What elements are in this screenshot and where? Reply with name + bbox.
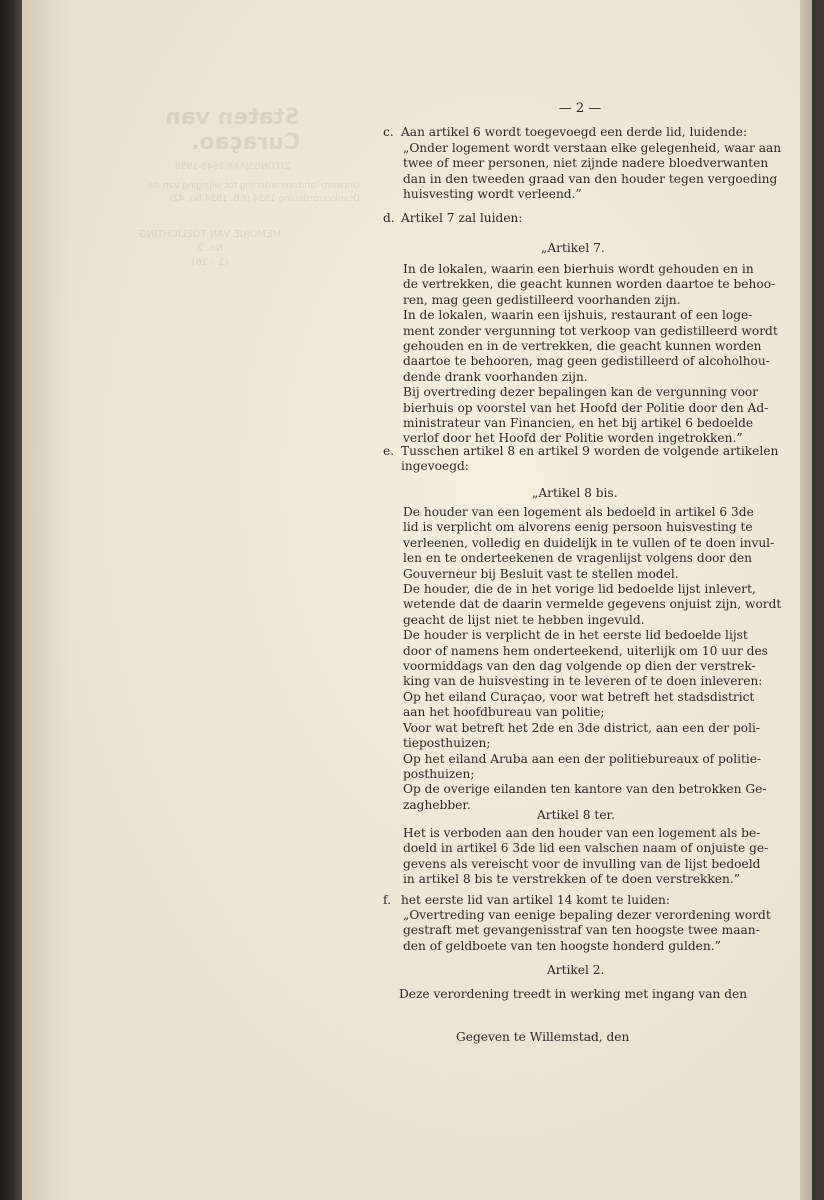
artikel-8ter-body <box>403 826 769 888</box>
text-line: ingevoegd: <box>401 459 469 474</box>
artikel-7-body <box>403 262 778 447</box>
text-line: Voor wat betreft het 2de en 3de district, aan een der poli- <box>403 720 761 735</box>
text-line: verlof door het Hoofd der Politie worden ingetrokken.” <box>403 431 743 446</box>
item-c-intro: Aan artikel 6 wordt toegevoegd een derde lid, luidende: <box>401 125 748 139</box>
text-line: Tusschen artikel 8 en artikel 9 worden de volgende artikelen <box>401 444 779 458</box>
text-line: gevens als vereischt voor de invulling van de lijst bedoeld <box>403 856 761 871</box>
artikel-7-heading: „Artikel 7. <box>541 241 605 255</box>
text-line: daartoe te behooren, mag geen gedistilleerd of alcoholhou- <box>403 354 770 369</box>
item-f-marker: f. <box>383 893 391 907</box>
artikel-8bis-body <box>403 505 782 813</box>
page-number: — 2 — <box>558 101 602 116</box>
text-line: huisvesting wordt verleend.” <box>403 187 582 202</box>
item-c-marker: c. <box>383 125 394 139</box>
item-f-body <box>403 908 771 954</box>
text-line: dende drank voorhanden zijn. <box>403 369 588 384</box>
text-line: king van de huisvesting in te leveren of te doen inleveren: <box>403 674 763 689</box>
text-line: twee of meer personen, niet zijnde nadere bloedverwanten <box>403 156 769 171</box>
text-line: gestraft met gevangenisstraf van ten hoogste twee maan- <box>403 923 760 938</box>
text-line: ren, mag geen gedistilleerd voorhanden zijn. <box>403 292 681 307</box>
text-line: De houder van een logement als bedoeld in artikel 6 3de <box>403 505 754 519</box>
text-line: „Overtreding van eenige bepaling dezer verordening wordt <box>403 908 771 922</box>
artikel-8ter-heading: Artikel 8 ter. <box>537 808 615 822</box>
text-line: In de lokalen, waarin een ijshuis, restaurant of een loge- <box>403 308 753 323</box>
text-line: Op het eiland Aruba aan een der politiebureaux of politie- <box>403 751 762 766</box>
item-c-body <box>403 141 782 203</box>
text-line: den of geldboete van ten hoogste honderd gulden.” <box>403 938 721 953</box>
text-line: Het is verboden aan den houder van een logement als be- <box>403 826 761 840</box>
artikel-2-heading: Artikel 2. <box>547 963 605 977</box>
text-line: „Onder logement wordt verstaan elke gelegenheid, waar aan <box>403 141 782 155</box>
text-line: gehouden en in de vertrekken, die geacht kunnen worden <box>403 339 762 354</box>
text-line: Gouverneur bij Besluit vast te stellen model. <box>403 566 679 581</box>
text-line: Op het eiland Curaçao, voor wat betreft het stadsdistrict <box>403 689 755 704</box>
text-line: door of namens hem onderteekend, uiterlijk om 10 uur des <box>403 643 768 658</box>
text-line: wetende dat de daarin vermelde gegevens onjuist zijn, wordt <box>403 597 782 612</box>
text-line: bierhuis op voorstel van het Hoofd der Politie door den Ad- <box>403 400 769 415</box>
text-line: geacht de lijst niet te hebben ingevuld. <box>403 612 645 627</box>
item-f-intro: het eerste lid van artikel 14 komt te luiden: <box>401 893 670 907</box>
text-line: aan het hoofdbureau van politie; <box>403 705 605 720</box>
text-line: ment zonder vergunning tot verkoop van gedistilleerd wordt <box>403 323 778 338</box>
text-line: Bij overtreding dezer bepalingen kan de vergunning voor <box>403 385 759 400</box>
closing-line: Gegeven te Willemstad, den <box>456 1030 630 1044</box>
text-line: tieposthuizen; <box>403 736 491 751</box>
text-line: ministrateur van Financien, en het bij artikel 6 bedoelde <box>403 416 754 431</box>
text-line: len en te onderteekenen de vragenlijst volgens door den <box>403 551 752 566</box>
item-d-intro: Artikel 7 zal luiden: <box>401 211 523 225</box>
text-line: De houder, die de in het vorige lid bedoelde lijst inlevert, <box>403 582 756 597</box>
text-line: Op de overige eilanden ten kantore van den betrokken Ge- <box>403 782 767 797</box>
text-line: zaghebber. <box>403 797 471 812</box>
item-d-marker: d. <box>383 211 395 225</box>
text-line: In de lokalen, waarin een bierhuis wordt gehouden en in <box>403 262 754 276</box>
text-line: de vertrekken, die geacht kunnen worden daartoe te behoo- <box>403 277 776 292</box>
text-line: De houder is verplicht de in het eerste lid bedoelde lijst <box>403 628 748 643</box>
text-line: lid is verplicht om alvorens eenig persoon huisvesting te <box>403 520 753 535</box>
text-line: in artikel 8 bis te verstrekken of te doen verstrekken.” <box>403 872 740 887</box>
artikel-8bis-heading: „Artikel 8 bis. <box>532 486 618 500</box>
text-line: verleenen, volledig en duidelijk in te vullen of te doen invul- <box>403 535 775 550</box>
artikel-2-text: Deze verordening treedt in werking met ingang van den <box>399 987 748 1001</box>
text-line: posthuizen; <box>403 766 475 781</box>
item-e-marker: e. <box>383 444 395 458</box>
text-line: dan in den tweeden graad van den houder tegen vergoeding <box>403 171 778 186</box>
text-line: voormiddags van den dag volgende op dien der verstrek- <box>403 659 756 674</box>
item-e-intro <box>401 444 779 475</box>
text-line: doeld in artikel 6 3de lid een valschen naam of onjuiste ge- <box>403 841 769 856</box>
